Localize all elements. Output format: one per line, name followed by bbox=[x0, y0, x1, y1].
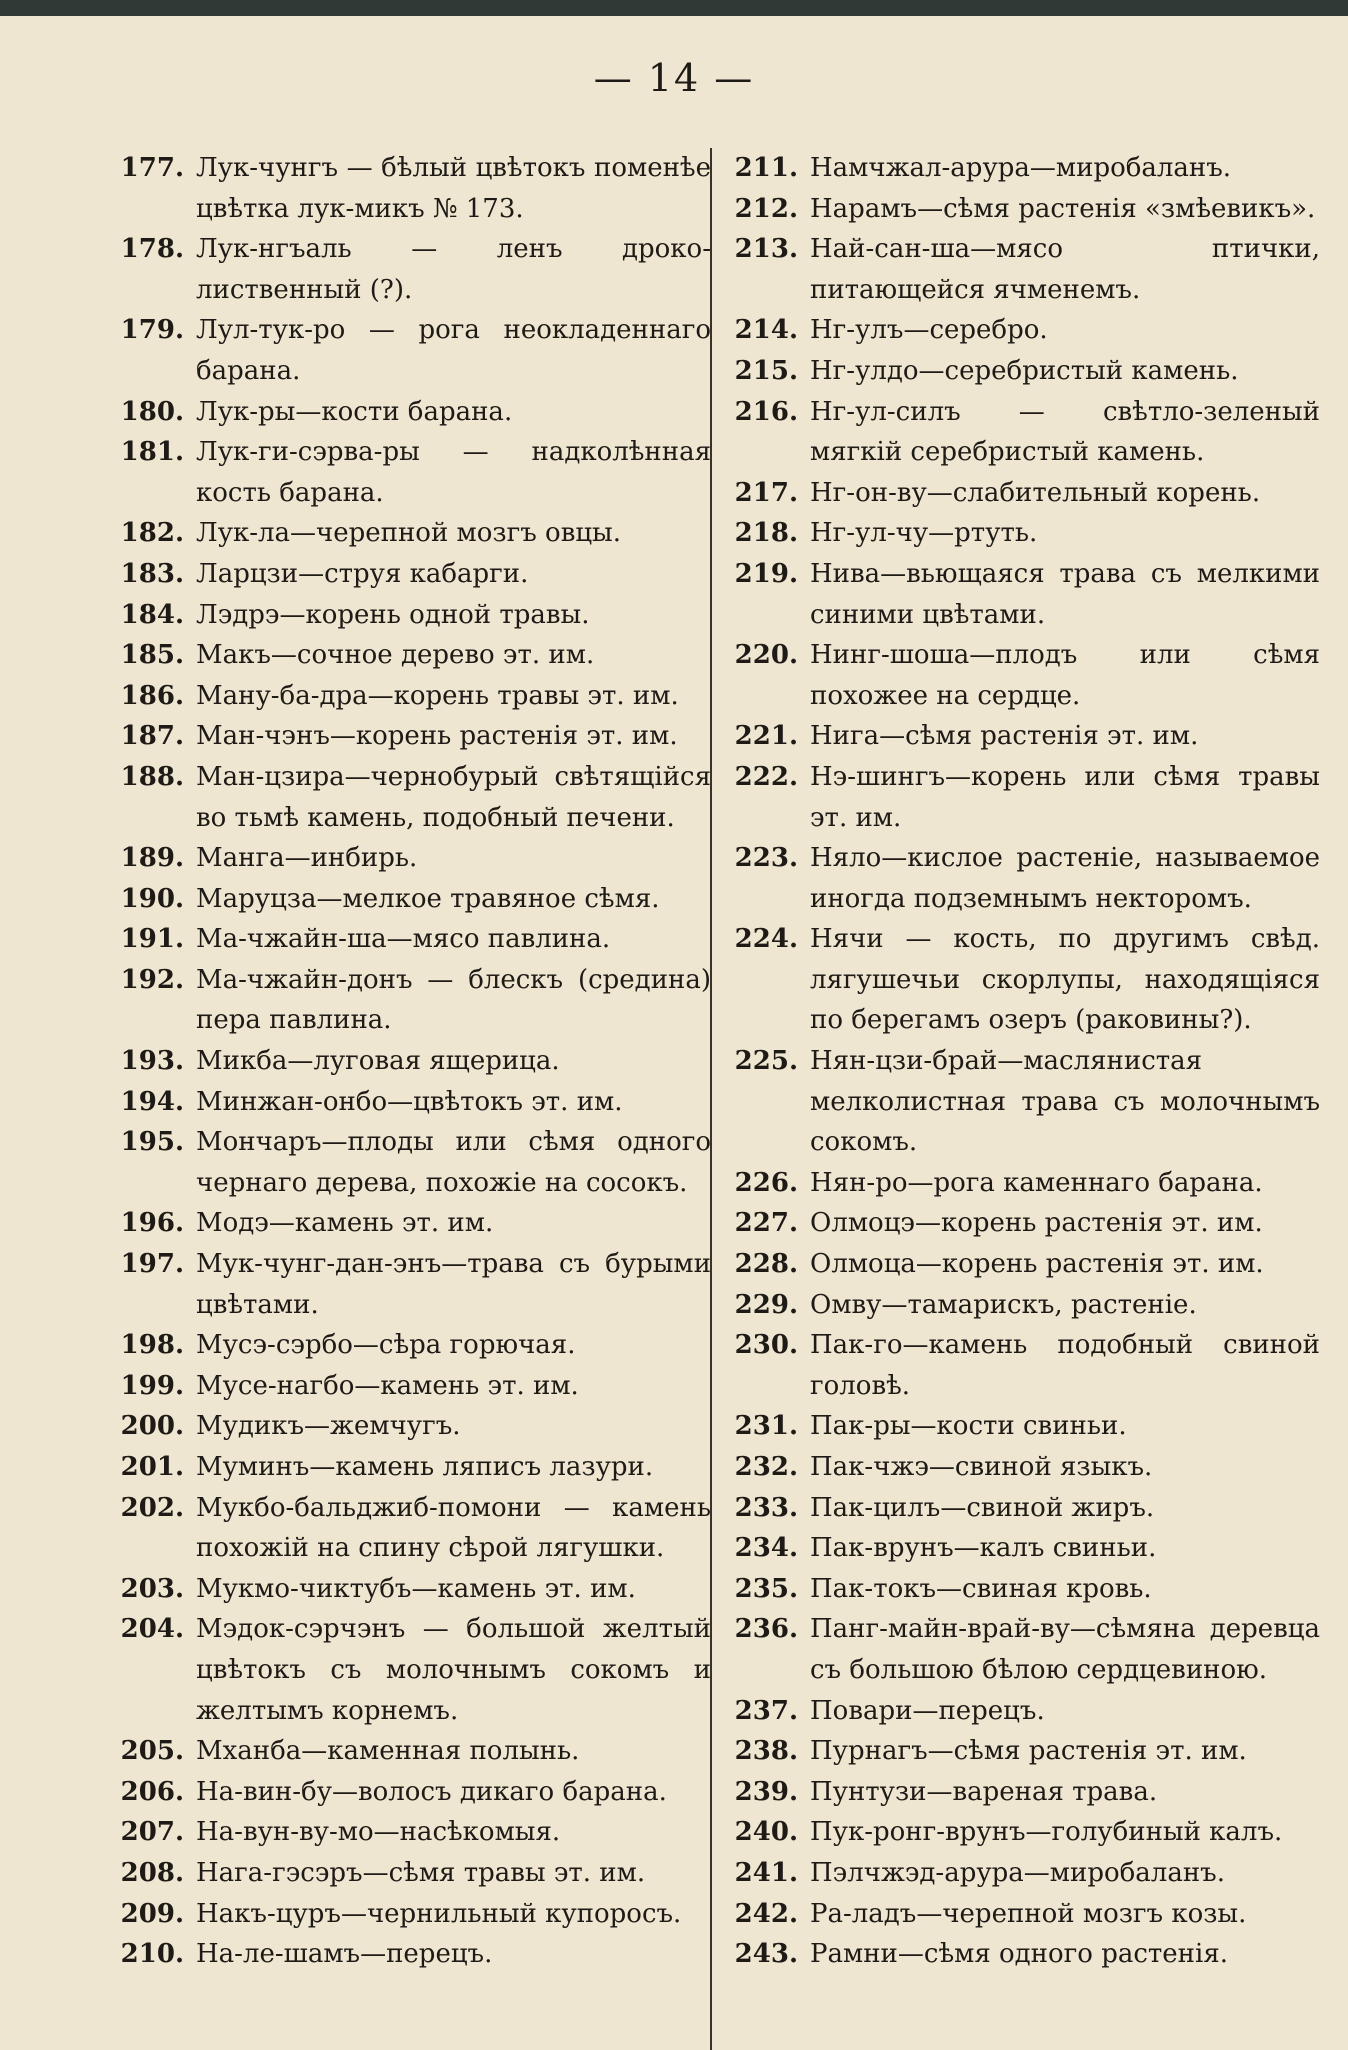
glossary-entry bbox=[720, 1285, 1320, 1326]
glossary-entry bbox=[720, 1853, 1320, 1894]
entry-number: 214. bbox=[734, 315, 798, 346]
entry-number: 196. bbox=[120, 1208, 184, 1239]
entry-number: 188. bbox=[120, 761, 184, 792]
entry-number: 227. bbox=[734, 1208, 798, 1239]
top-border-rule bbox=[0, 0, 1348, 16]
entry-definition: Панг-майн-врай-ву—сѣмяна деревца съ большою бѣлою сердцевиною. bbox=[810, 1614, 1320, 1685]
glossary-entry bbox=[720, 1691, 1320, 1732]
entry-definition: Нг-улъ—серебро. bbox=[810, 315, 1048, 346]
entry-definition: Пук-ронг-врунъ—голубиный калъ. bbox=[810, 1817, 1283, 1848]
entry-number: 184. bbox=[120, 599, 184, 630]
entry-definition: Муминъ—камень ляписъ лазури. bbox=[196, 1452, 654, 1482]
glossary-entry bbox=[96, 1853, 711, 1894]
glossary-entry bbox=[96, 432, 711, 513]
entry-definition: Нг-ул-силъ — свѣтло-зеленый мягкій серебристый камень. bbox=[810, 396, 1320, 468]
entry-number: 223. bbox=[734, 843, 798, 874]
entry-definition: Няло—кислое растеніе, называемое иногда подземнымъ некторомъ. bbox=[810, 843, 1320, 914]
entry-definition: Ларцзи—струя кабарги. bbox=[196, 558, 529, 589]
entry-definition: На-ле-шамъ—перецъ. bbox=[196, 1939, 493, 1970]
entry-number: 204. bbox=[120, 1614, 184, 1645]
glossary-entry bbox=[720, 838, 1320, 919]
entry-number: 233. bbox=[734, 1492, 798, 1523]
glossary-entry bbox=[96, 838, 711, 879]
glossary-entry bbox=[720, 1812, 1320, 1853]
entry-definition: Ма-чжайн-ша—мясо павлина. bbox=[196, 924, 611, 955]
entry-number: 182. bbox=[120, 518, 184, 549]
entry-number: 231. bbox=[734, 1411, 798, 1442]
entry-definition: Мэдок-сэрчэнъ — большой желтый цвѣтокъ съ молочнымъ сокомъ и желтымъ корнемъ. bbox=[196, 1614, 711, 1726]
entry-number: 190. bbox=[120, 883, 184, 914]
entry-number: 194. bbox=[120, 1086, 184, 1117]
glossary-entry bbox=[720, 1406, 1320, 1447]
entry-definition: Олмоца—корень растенія эт. им. bbox=[810, 1249, 1264, 1280]
glossary-entry bbox=[720, 392, 1320, 473]
entry-number: 230. bbox=[734, 1330, 798, 1361]
glossary-entry bbox=[96, 1325, 711, 1366]
entry-number: 215. bbox=[734, 355, 798, 386]
entry-number: 193. bbox=[120, 1046, 184, 1077]
entry-definition: Нг-он-ву—слабительный корень. bbox=[810, 477, 1261, 508]
entry-definition: Модэ—камень эт. им. bbox=[196, 1208, 494, 1239]
entry-definition: Минжан-онбо—цвѣтокъ эт. им. bbox=[196, 1086, 623, 1117]
entry-definition: Нива—вьющаяся трава съ мелкими синими цвѣтами. bbox=[810, 558, 1320, 630]
entry-definition: Най-сан-ша—мясо птички, питающейся ячменемъ. bbox=[810, 234, 1320, 305]
entry-definition: Нага-гэсэръ—сѣмя травы эт. им. bbox=[196, 1857, 646, 1888]
entry-number: 237. bbox=[734, 1695, 798, 1726]
entry-definition: Рамни—сѣмя одного растенія. bbox=[810, 1939, 1228, 1970]
glossary-entry bbox=[720, 513, 1320, 554]
entry-number: 238. bbox=[734, 1736, 798, 1767]
entry-number: 220. bbox=[734, 640, 798, 671]
glossary-entry bbox=[96, 1569, 711, 1610]
entry-definition: Ман-цзира—чернобурый свѣтящійся во тьмѣ камень, подобный печени. bbox=[196, 761, 711, 833]
entry-number: 219. bbox=[734, 558, 798, 589]
glossary-entry bbox=[96, 1244, 711, 1325]
glossary-entry bbox=[96, 1812, 711, 1853]
entry-number: 178. bbox=[120, 234, 184, 265]
glossary-entry bbox=[96, 1447, 711, 1488]
glossary-entry bbox=[720, 1731, 1320, 1772]
entry-number: 243. bbox=[734, 1939, 798, 1970]
entry-definition: Олмоцэ—корень растенія эт. им. bbox=[810, 1208, 1263, 1239]
entry-number: 177. bbox=[120, 153, 184, 183]
entry-definition: Лук-чунгъ — бѣлый цвѣтокъ поменѣе цвѣтка лук-микъ № 173. bbox=[196, 153, 711, 224]
entry-definition: Нэ-шингъ—корень или сѣмя травы эт. им. bbox=[810, 761, 1320, 833]
glossary-entry bbox=[720, 1894, 1320, 1935]
entry-number: 217. bbox=[734, 477, 798, 508]
glossary-entry bbox=[720, 1569, 1320, 1610]
entry-definition: Повари—перецъ. bbox=[810, 1695, 1045, 1726]
entry-definition: Пэлчжэд-арура—миробаланъ. bbox=[810, 1857, 1225, 1888]
glossary-entry bbox=[720, 757, 1320, 838]
entry-number: 209. bbox=[120, 1898, 184, 1929]
entry-number: 191. bbox=[120, 924, 184, 955]
entry-number: 185. bbox=[120, 640, 184, 671]
entry-definition: Нг-улдо—серебристый камень. bbox=[810, 355, 1239, 386]
glossary-entry bbox=[96, 513, 711, 554]
glossary-entry bbox=[720, 1203, 1320, 1244]
entry-number: 203. bbox=[120, 1573, 184, 1604]
glossary-entry bbox=[96, 392, 711, 433]
entry-definition: Микба—луговая ящерица. bbox=[196, 1046, 560, 1077]
entry-definition: Омву—тамарискъ, растеніе. bbox=[810, 1289, 1197, 1320]
glossary-entry bbox=[720, 635, 1320, 716]
entry-definition: Пак-го—камень подобный свиной головѣ. bbox=[810, 1330, 1320, 1401]
entry-number: 192. bbox=[120, 964, 184, 995]
entry-definition: Нг-ул-чу—ртуть. bbox=[810, 518, 1038, 549]
glossary-entry bbox=[96, 1041, 711, 1082]
entry-definition: Нян-ро—рога каменнаго барана. bbox=[810, 1167, 1263, 1198]
glossary-entry bbox=[720, 1934, 1320, 1975]
glossary-entry bbox=[96, 148, 711, 229]
entry-number: 212. bbox=[734, 193, 798, 224]
glossary-entry bbox=[96, 554, 711, 595]
glossary-entry bbox=[96, 595, 711, 636]
entry-definition: Мусэ-сэрбо—сѣра горючая. bbox=[196, 1330, 576, 1361]
entry-definition: Пунтузи—вареная трава. bbox=[810, 1776, 1158, 1807]
glossary-entry bbox=[96, 879, 711, 920]
entry-number: 242. bbox=[734, 1898, 798, 1929]
entry-definition: Накъ-цуръ—чернильный купоросъ. bbox=[196, 1898, 682, 1929]
entry-definition: Манга—инбирь. bbox=[196, 843, 418, 874]
glossary-entry bbox=[720, 1325, 1320, 1406]
entry-number: 210. bbox=[120, 1939, 184, 1970]
entry-number: 183. bbox=[120, 558, 184, 589]
entry-number: 201. bbox=[120, 1452, 184, 1482]
entry-definition: Пак-чжэ—свиной языкъ. bbox=[810, 1452, 1153, 1482]
glossary-entry bbox=[720, 473, 1320, 514]
glossary-entry bbox=[96, 1731, 711, 1772]
entry-number: 211. bbox=[734, 153, 798, 183]
glossary-entry bbox=[720, 716, 1320, 757]
entry-definition: Нига—сѣмя растенія эт. им. bbox=[810, 721, 1199, 752]
entry-definition: Пак-цилъ—свиной жиръ. bbox=[810, 1492, 1155, 1523]
page-number: — 14 — bbox=[593, 56, 755, 100]
glossary-entry bbox=[720, 1528, 1320, 1569]
glossary-entry bbox=[720, 1447, 1320, 1488]
glossary-entry bbox=[720, 189, 1320, 230]
entry-definition: Пак-токъ—свиная кровь. bbox=[810, 1573, 1152, 1604]
entry-number: 222. bbox=[734, 761, 798, 792]
entry-number: 216. bbox=[734, 396, 798, 427]
entry-number: 189. bbox=[120, 843, 184, 874]
entry-definition: Лук-нгъаль — ленъ дроко-лиственный (?). bbox=[196, 234, 711, 305]
entry-number: 200. bbox=[120, 1411, 184, 1442]
left-column bbox=[96, 148, 711, 1975]
glossary-entry bbox=[720, 310, 1320, 351]
entry-number: 229. bbox=[734, 1289, 798, 1320]
glossary-entry bbox=[96, 716, 711, 757]
entry-number: 235. bbox=[734, 1573, 798, 1604]
glossary-entry bbox=[96, 757, 711, 838]
entry-definition: Нарамъ—сѣмя растенія «змѣевикъ». bbox=[810, 193, 1316, 224]
entry-number: 186. bbox=[120, 680, 184, 711]
glossary-entry bbox=[96, 310, 711, 391]
glossary-entry bbox=[96, 1122, 711, 1203]
entry-definition: Лук-ры—кости барана. bbox=[196, 396, 513, 427]
glossary-entry bbox=[720, 229, 1320, 310]
entry-number: 228. bbox=[734, 1249, 798, 1280]
glossary-entry bbox=[96, 919, 711, 960]
entry-definition: Мук-чунг-дан-энъ—трава съ бурыми цвѣтами. bbox=[196, 1249, 711, 1320]
entry-definition: Нячи — кость, по другимъ свѣд. лягушечьи скорлупы, находящіяся по берегамъ озеръ (раковины?). bbox=[810, 924, 1320, 1036]
entry-definition: Ману-ба-дра—корень травы эт. им. bbox=[196, 680, 679, 711]
entry-definition: Пак-врунъ—калъ свиньи. bbox=[810, 1533, 1157, 1564]
entry-number: 198. bbox=[120, 1330, 184, 1361]
glossary-entry bbox=[96, 1488, 711, 1569]
glossary-entry bbox=[720, 554, 1320, 635]
glossary-entry bbox=[96, 1203, 711, 1244]
entry-number: 180. bbox=[120, 396, 184, 427]
entry-definition: Лук-ги-сэрва-ры — надколѣнная кость барана. bbox=[196, 437, 711, 508]
entry-definition: Ра-ладъ—черепной мозгъ козы. bbox=[810, 1898, 1247, 1929]
entry-definition: Ма-чжайн-донъ — блескъ (средина) пера павлина. bbox=[196, 964, 711, 1036]
entry-definition: Лук-ла—черепной мозгъ овцы. bbox=[196, 518, 622, 549]
glossary-entry bbox=[720, 351, 1320, 392]
glossary-entry bbox=[720, 1609, 1320, 1690]
entry-definition: Мусе-нагбо—камень эт. им. bbox=[196, 1370, 579, 1401]
entry-number: 213. bbox=[734, 234, 798, 265]
entry-definition: Лул-тук-ро — рога неокладеннаго барана. bbox=[196, 315, 711, 386]
glossary-entry bbox=[720, 1041, 1320, 1163]
right-column bbox=[720, 148, 1320, 1975]
glossary-entry bbox=[96, 1609, 711, 1731]
glossary-entry bbox=[96, 960, 711, 1041]
entry-number: 226. bbox=[734, 1167, 798, 1198]
entry-number: 202. bbox=[120, 1492, 184, 1523]
entry-definition: Ман-чэнъ—корень растенія эт. им. bbox=[196, 721, 678, 752]
glossary-entry bbox=[720, 1772, 1320, 1813]
entry-number: 224. bbox=[734, 924, 798, 955]
glossary-entry bbox=[96, 229, 711, 310]
entry-number: 207. bbox=[120, 1817, 184, 1848]
entry-number: 187. bbox=[120, 721, 184, 752]
entry-definition: На-вун-ву-мо—насѣкомыя. bbox=[196, 1817, 561, 1848]
entry-number: 195. bbox=[120, 1127, 184, 1158]
glossary-entry bbox=[96, 1366, 711, 1407]
glossary-entry bbox=[720, 148, 1320, 189]
entry-number: 225. bbox=[734, 1046, 798, 1077]
glossary-entry bbox=[720, 919, 1320, 1041]
glossary-entry bbox=[96, 1406, 711, 1447]
entry-definition: Мукбо-бальджиб-помони — камень похожій на спину сѣрой лягушки. bbox=[196, 1492, 711, 1564]
entry-number: 199. bbox=[120, 1370, 184, 1401]
glossary-entry bbox=[96, 1894, 711, 1935]
entry-definition: Пак-ры—кости свиньи. bbox=[810, 1411, 1127, 1442]
entry-definition: На-вин-бу—волосъ дикаго барана. bbox=[196, 1776, 667, 1807]
entry-number: 236. bbox=[734, 1614, 798, 1645]
entry-definition: Лэдрэ—корень одной травы. bbox=[196, 599, 590, 630]
entry-number: 205. bbox=[120, 1736, 184, 1767]
entry-number: 221. bbox=[734, 721, 798, 752]
glossary-entry bbox=[720, 1244, 1320, 1285]
entry-number: 197. bbox=[120, 1249, 184, 1280]
entry-number: 181. bbox=[120, 437, 184, 468]
glossary-entry bbox=[96, 1772, 711, 1813]
entry-number: 232. bbox=[734, 1452, 798, 1482]
entry-number: 241. bbox=[734, 1857, 798, 1888]
glossary-entry bbox=[96, 635, 711, 676]
glossary-entry bbox=[96, 1934, 711, 1975]
entry-definition: Нян-цзи-брай—маслянистая мелколистная трава съ молочнымъ сокомъ. bbox=[810, 1046, 1320, 1158]
entry-definition: Макъ—сочное дерево эт. им. bbox=[196, 640, 595, 671]
glossary-entry bbox=[96, 676, 711, 717]
entry-number: 239. bbox=[734, 1776, 798, 1807]
entry-definition: Пурнагъ—сѣмя растенія эт. им. bbox=[810, 1736, 1247, 1767]
glossary-entry bbox=[96, 1082, 711, 1123]
entry-number: 179. bbox=[120, 315, 184, 346]
entry-number: 234. bbox=[734, 1533, 798, 1564]
entry-number: 218. bbox=[734, 518, 798, 549]
entry-number: 240. bbox=[734, 1817, 798, 1848]
entry-definition: Маруцза—мелкое травяное сѣмя. bbox=[196, 883, 660, 914]
entry-number: 208. bbox=[120, 1857, 184, 1888]
entry-definition: Намчжал-арура—миробаланъ. bbox=[810, 153, 1232, 183]
entry-definition: Мханба—каменная полынь. bbox=[196, 1736, 580, 1767]
entry-definition: Мончаръ—плоды или сѣмя одного чернаго дерева, похожіе на сосокъ. bbox=[196, 1127, 711, 1198]
entry-definition: Нинг-шоша—плодъ или сѣмя похожее на сердце. bbox=[810, 640, 1320, 711]
entry-definition: Мудикъ—жемчугъ. bbox=[196, 1411, 461, 1442]
entry-definition: Мукмо-чиктубъ—камень эт. им. bbox=[196, 1573, 636, 1604]
entry-number: 206. bbox=[120, 1776, 184, 1807]
glossary-entry bbox=[720, 1163, 1320, 1204]
glossary-entry bbox=[720, 1488, 1320, 1529]
